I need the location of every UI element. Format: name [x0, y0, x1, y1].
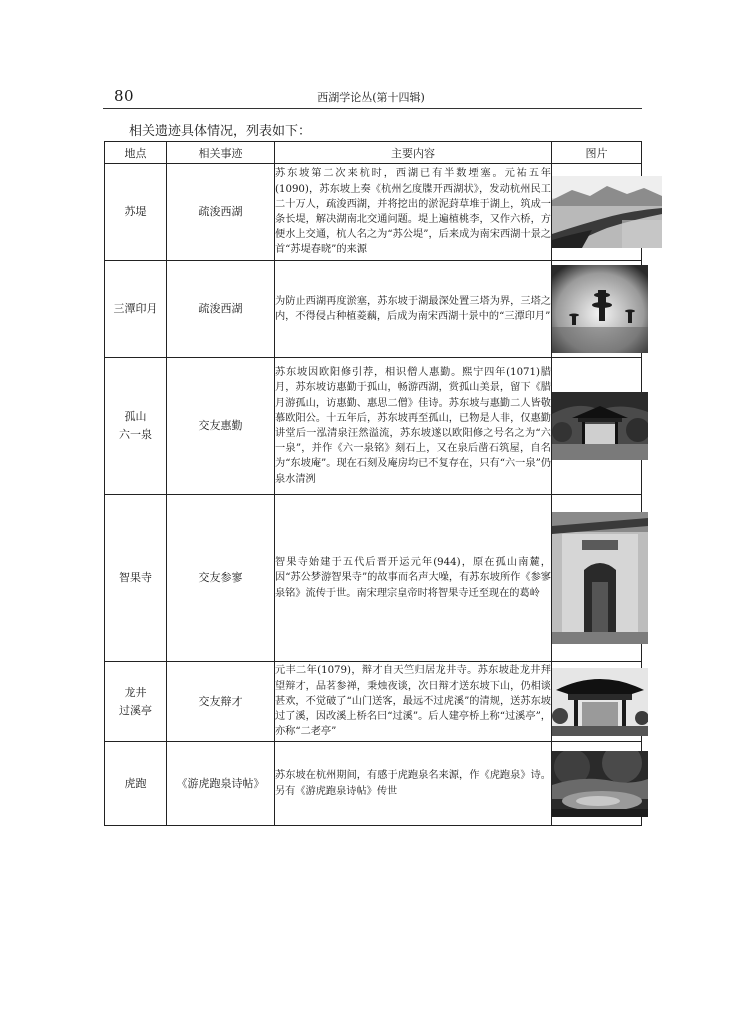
content-cell: 苏东坡因欧阳修引荐，相识僧人惠勤。熙宁四年(1071)腊月，苏东坡访惠勤于孤山，畅游西湖，赏孤山美景，留下《腊月游孤山，访惠勤、惠思二僧》佳诗。苏东坡与惠勤二人皆敬慕欧阳公。十五年后，苏东坡再至孤山，已物是人非，仅惠勤讲堂后一泓清泉汪然溢流，苏东坡遂以欧阳修之号名之为“六一泉”，并作《六一泉铭》刻石上，又在泉后凿石筑屋，自名为“东坡庵”。现在石刻及庵房均已不复存在，只有“六一泉”仍泉水清洌 [275, 358, 552, 495]
event-cell: 交友惠勤 [167, 358, 275, 495]
place-cell: 虎跑 [105, 742, 167, 826]
running-header: 西湖学论丛(第十四辑) [317, 91, 425, 104]
event-cell: 《游虎跑泉诗帖》 [167, 742, 275, 826]
table-row [105, 164, 642, 261]
picture-cell [552, 495, 642, 662]
pavilion-photo [552, 392, 648, 460]
picture-cell [552, 261, 642, 358]
content-cell: 苏东坡在杭州期间，有感于虎跑泉名来源，作《虎跑泉》诗。另有《游虎跑泉诗帖》传世 [275, 742, 552, 826]
column-header-event: 相关事迹 [167, 142, 275, 164]
place-cell: 苏堤 [105, 164, 167, 261]
temple-gate-photo [552, 512, 648, 644]
content-cell: 元丰二年(1079)，辩才自天竺归居龙井寺。苏东坡赴龙井拜望辩才，品茗参禅，秉烛夜谈，次日辩才送东坡下山，仍相谈甚欢，不觉破了“山门送客，最远不过虎溪”的清规，送苏东坡过了溪，因改溪上桥名曰“过溪”。后人建亭桥上称“过溪亭”，亦称“二老亭” [275, 662, 552, 742]
page-number: 80 [114, 87, 135, 105]
table-row [105, 261, 642, 358]
stone-pagodas-photo [552, 265, 648, 353]
picture-cell [552, 662, 642, 742]
picture-cell [552, 164, 642, 261]
place-cell: 三潭印月 [105, 261, 167, 358]
guoxi-pavilion-photo [552, 668, 648, 736]
content-cell: 为防止西湖再度淤塞，苏东坡于湖最深处置三塔为界，三塔之内，不得侵占种植菱藕，后成为南宋西湖十景中的“三潭印月” [275, 261, 552, 358]
spring-pool-photo [552, 751, 648, 817]
table-row [105, 662, 642, 742]
su-causeway-photo [552, 176, 662, 248]
event-cell: 疏浚西湖 [167, 261, 275, 358]
column-header-content: 主要内容 [275, 142, 552, 164]
table-header-row [105, 142, 642, 164]
column-header-place: 地点 [105, 142, 167, 164]
event-cell: 交友参寥 [167, 495, 275, 662]
content-cell: 苏东坡第二次来杭时，西湖已有半数堙塞。元祐五年(1090)，苏东坡上奏《杭州乞度牒开西湖状》，发动杭州民工二十万人，疏浚西湖，并将挖出的淤泥葑草堆于湖上，筑成一条长堤，解决湖南北交通问题。堤上遍植桃李，又作六桥，方便水上交通，杭人名之为“苏公堤”，后来成为南宋西湖十景之首“苏堤春晓”的来源 [275, 164, 552, 261]
event-cell: 交友辩才 [167, 662, 275, 742]
place-cell: 智果寺 [105, 495, 167, 662]
event-cell: 疏浚西湖 [167, 164, 275, 261]
table-row [105, 358, 642, 495]
content-cell: 智果寺始建于五代后晋开运元年(944)，原在孤山南麓，因“苏公梦游智果寺”的故事而名声大噪，有苏东坡所作《参寥泉铭》流传于世。南宋理宗皇帝时将智果寺迁至现在的葛岭 [275, 495, 552, 662]
relics-table [104, 141, 642, 826]
table-row [105, 742, 642, 826]
intro-text: 相关遗迹具体情况，列表如下： [129, 124, 312, 139]
place-cell: 龙井 过溪亭 [105, 662, 167, 742]
picture-cell [552, 358, 642, 495]
column-header-picture: 图片 [552, 142, 642, 164]
picture-cell [552, 742, 642, 826]
place-cell: 孤山 六一泉 [105, 358, 167, 495]
table-row [105, 495, 642, 662]
header-rule [103, 108, 642, 109]
